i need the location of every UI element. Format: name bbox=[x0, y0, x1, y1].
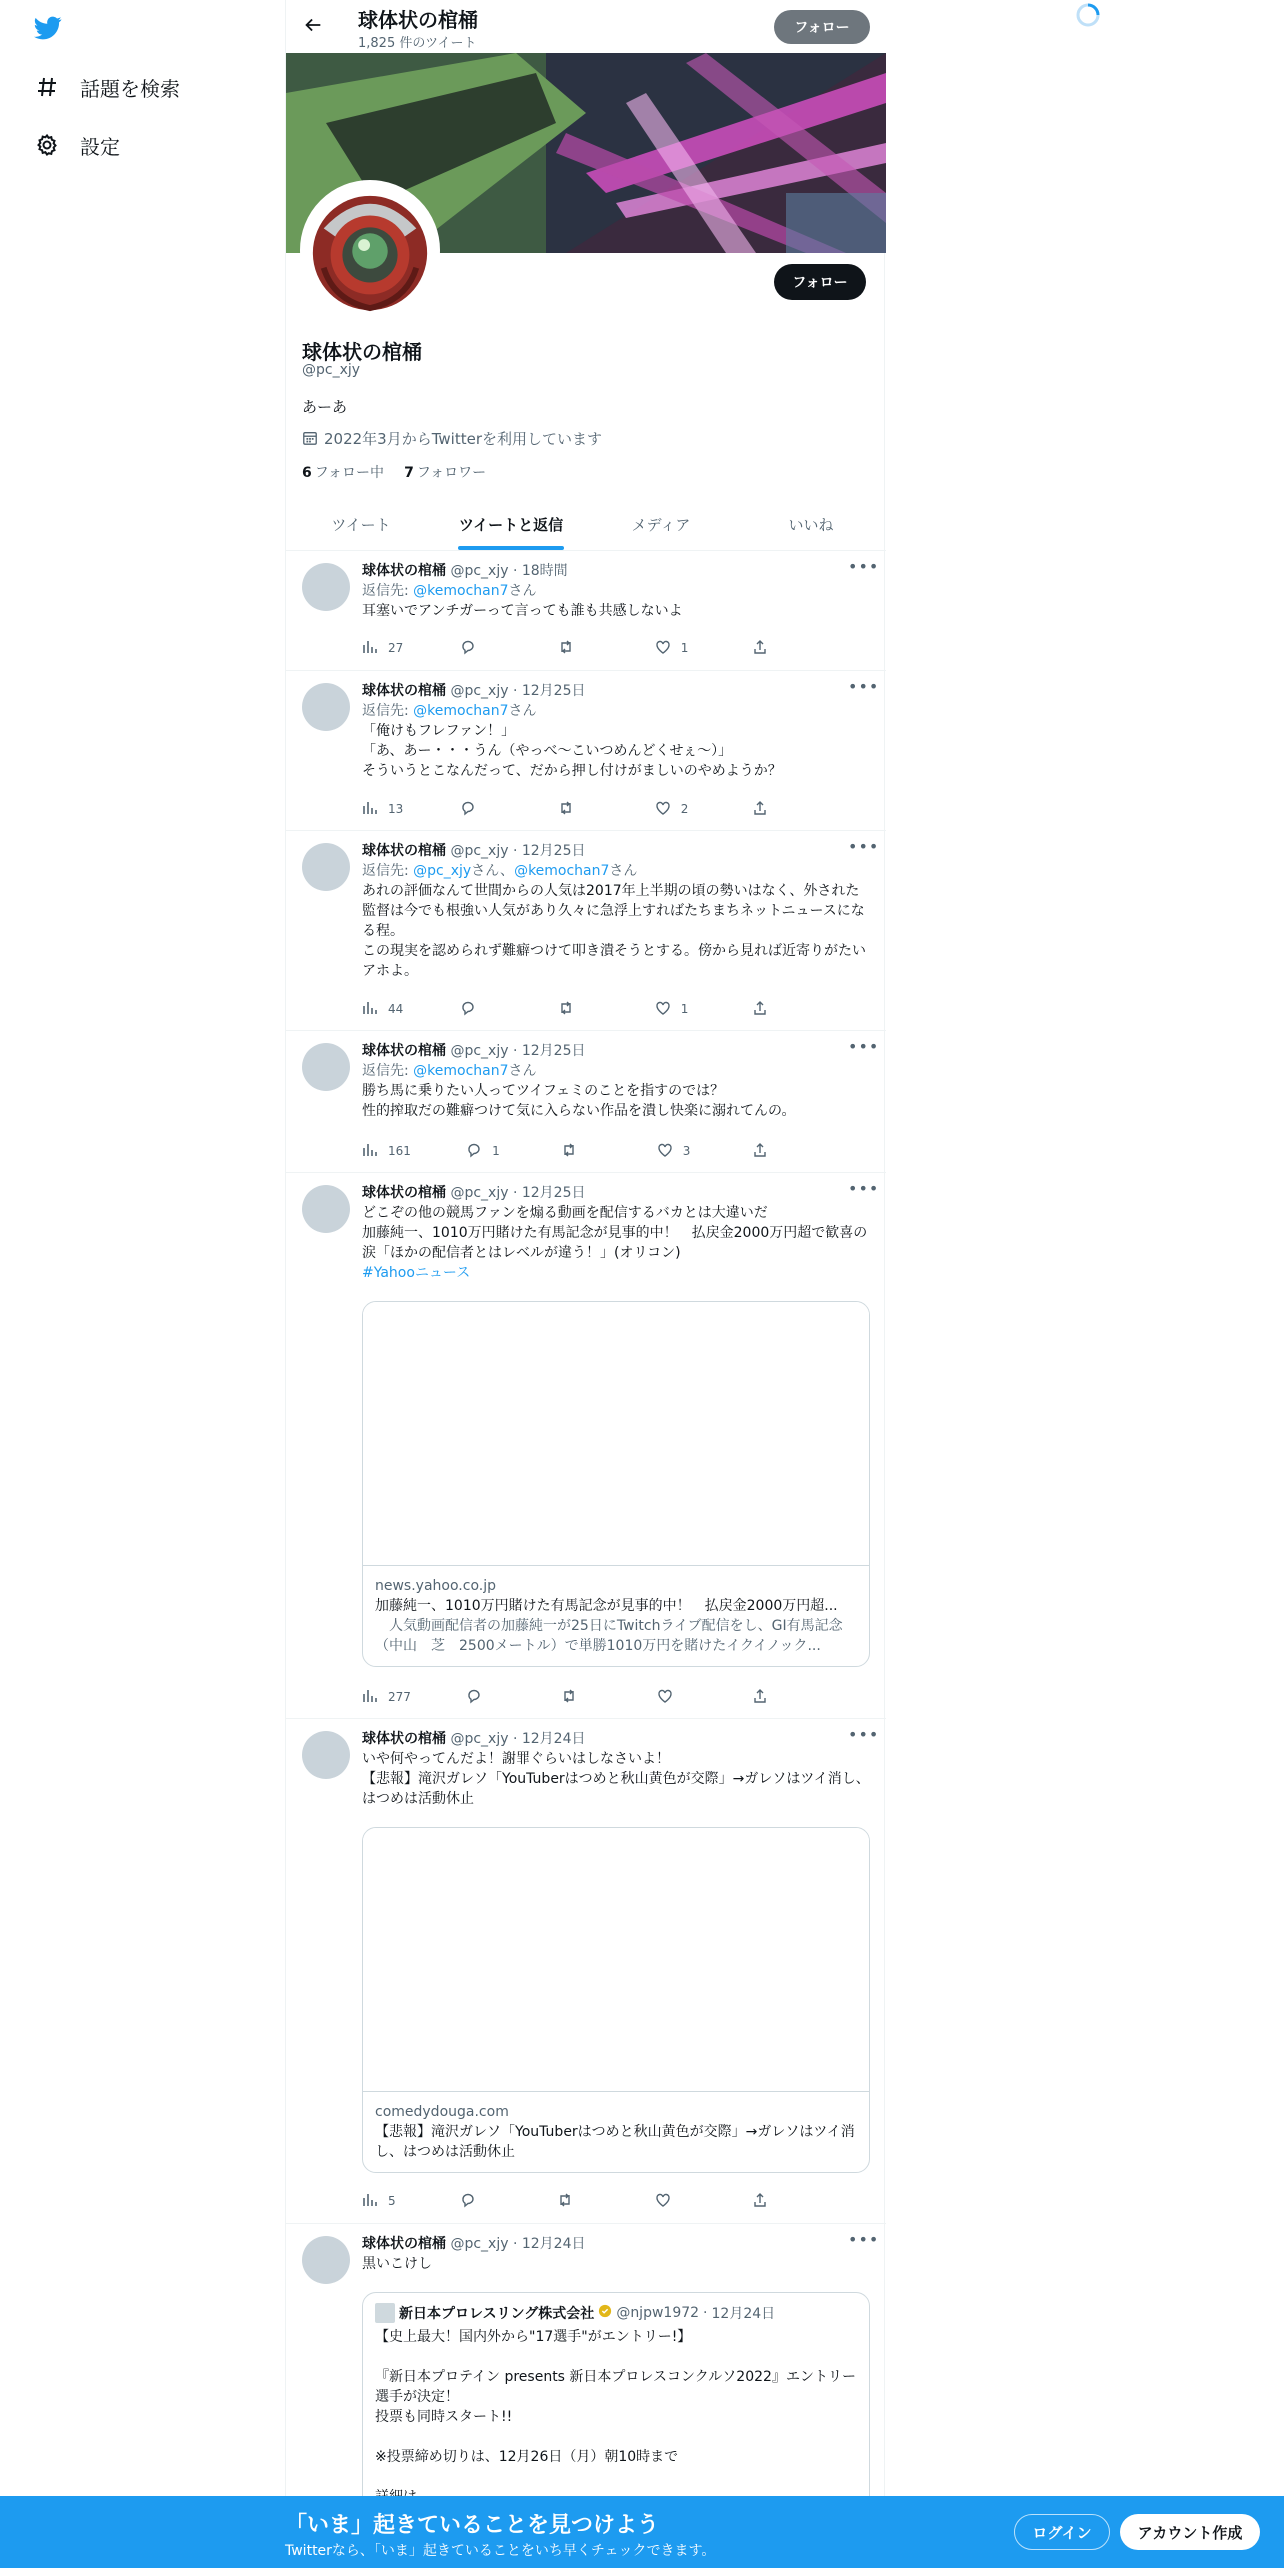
tweet-author-handle[interactable]: @pc_xjy bbox=[450, 1731, 509, 1747]
views-button[interactable] bbox=[362, 999, 403, 1019]
signup-banner-title: 「いま」起きていることを見つけよう bbox=[285, 2513, 660, 2538]
tab-media[interactable]: メディア bbox=[631, 515, 691, 534]
nav-explore-label: 話題を検索 bbox=[80, 76, 180, 101]
heart-icon bbox=[657, 1688, 673, 1707]
tweet-text: 耳塞いでアンチガーって言っても誰も共感しないよ bbox=[362, 603, 683, 619]
like-button[interactable] bbox=[657, 1687, 697, 1707]
tweet-actions bbox=[362, 1687, 792, 1707]
reply-icon bbox=[460, 800, 476, 819]
tab-tweets[interactable]: ツイート bbox=[331, 515, 391, 534]
tweet-header: 球体状の棺桶 @pc_xjy · 12月25日 bbox=[362, 1043, 586, 1059]
tweet-actions bbox=[362, 799, 792, 819]
retweet-button[interactable] bbox=[558, 799, 598, 819]
more-icon[interactable]: ••• bbox=[848, 837, 880, 856]
profile-joined bbox=[302, 428, 602, 449]
reply-context bbox=[362, 581, 870, 601]
like-count: 2 bbox=[680, 802, 689, 816]
tweet-time[interactable]: 12月24日 bbox=[521, 1731, 586, 1747]
tweet-author-name[interactable]: 球体状の棺桶 bbox=[362, 1731, 446, 1747]
reply-context bbox=[362, 1061, 870, 1081]
share-icon bbox=[752, 2192, 768, 2211]
tweet-author-handle[interactable]: @pc_xjy bbox=[450, 683, 509, 699]
tweet-avatar[interactable] bbox=[302, 563, 350, 611]
more-icon[interactable]: ••• bbox=[848, 1725, 880, 1744]
loading-spinner-icon bbox=[1075, 2, 1101, 28]
tweet[interactable] bbox=[286, 1031, 886, 1173]
tweet-author-handle[interactable]: @pc_xjy bbox=[450, 843, 509, 859]
views-icon bbox=[362, 1000, 378, 1019]
retweet-icon bbox=[561, 1688, 577, 1707]
tweet-header: 球体状の棺桶 @pc_xjy · 12月24日 bbox=[362, 2236, 586, 2252]
heart-icon bbox=[655, 1000, 671, 1019]
like-button[interactable] bbox=[655, 638, 695, 658]
retweet-icon bbox=[558, 639, 574, 658]
link-card-domain: news.yahoo.co.jp bbox=[375, 1578, 496, 1594]
views-count: 5 bbox=[388, 2194, 396, 2208]
reply-button[interactable] bbox=[460, 799, 500, 819]
reply-prefix: 返信先: bbox=[362, 1063, 414, 1079]
tweet-header: 球体状の棺桶 @pc_xjy · 12月25日 bbox=[362, 843, 586, 859]
reply-button[interactable] bbox=[466, 1687, 506, 1707]
retweet-button[interactable] bbox=[557, 2191, 597, 2211]
tweet-actions bbox=[362, 638, 792, 658]
calendar-icon bbox=[302, 430, 320, 448]
share-button[interactable] bbox=[752, 638, 792, 658]
views-button[interactable] bbox=[362, 799, 403, 819]
reply-count: 1 bbox=[492, 1144, 500, 1158]
profile-handle: @pc_xjy bbox=[302, 362, 361, 378]
heart-icon bbox=[655, 639, 671, 658]
profile-joined-text: 2022年3月からTwitterを利用しています bbox=[324, 430, 602, 448]
tweet-actions bbox=[362, 999, 792, 1019]
tweet-actions bbox=[362, 2191, 792, 2211]
views-count: 13 bbox=[388, 802, 404, 816]
reply-suffix: さん bbox=[508, 703, 537, 719]
like-count: 1 bbox=[680, 641, 689, 655]
following-label: フォロー中 bbox=[314, 465, 385, 481]
reply-context bbox=[362, 861, 870, 881]
tweet[interactable] bbox=[286, 831, 886, 1031]
retweet-button[interactable] bbox=[558, 999, 598, 1019]
gear-icon bbox=[34, 132, 60, 158]
views-count: 277 bbox=[388, 1690, 411, 1704]
like-count: 1 bbox=[680, 1002, 689, 1016]
reply-button[interactable] bbox=[460, 999, 500, 1019]
signup-banner-subtitle: Twitterなら、「いま」起きていることをいち早くチェックできます。 bbox=[285, 2543, 716, 2559]
header-title: 球体状の棺桶 bbox=[358, 8, 478, 32]
views-button[interactable] bbox=[362, 638, 403, 658]
views-icon bbox=[362, 800, 378, 819]
link-card-image bbox=[363, 1828, 869, 2092]
tweet-author-handle[interactable]: @pc_xjy bbox=[450, 1043, 509, 1059]
tweet[interactable] bbox=[286, 671, 886, 831]
heart-icon bbox=[655, 2192, 671, 2211]
profile-bio: あーあ bbox=[302, 398, 348, 416]
tweet-author-name[interactable]: 球体状の棺桶 bbox=[362, 1043, 446, 1059]
tweet-text: 「俺けもフレファン！」 「あ、あー・・・うん（やっべ～こいつめんどくせぇ～）」 そういうとこなんだって、だから押し付けがましいのやめようか？ bbox=[362, 723, 782, 779]
signup-button[interactable]: アカウント作成 bbox=[1120, 2514, 1260, 2550]
tweet-avatar[interactable] bbox=[302, 2236, 350, 2284]
reply-mention-link[interactable]: @kemochan7 bbox=[413, 1063, 509, 1079]
tweet-time[interactable]: 12月25日 bbox=[521, 1043, 586, 1059]
reply-suffix: さん bbox=[508, 583, 537, 599]
views-count: 27 bbox=[388, 641, 404, 655]
tweet-text: 黒いこけし bbox=[362, 2256, 432, 2272]
reply-icon bbox=[460, 639, 476, 658]
link-card[interactable] bbox=[362, 1827, 870, 2173]
nav-explore[interactable] bbox=[34, 67, 180, 107]
views-button[interactable] bbox=[362, 1687, 411, 1707]
quoted-tweet-header: 新日本プロレスリング株式会社 @njpw1972 · 12月24日 bbox=[375, 2303, 857, 2323]
more-icon[interactable]: ••• bbox=[848, 1179, 880, 1198]
reply-mention-link[interactable]: @pc_xjy bbox=[413, 863, 472, 879]
tweet-author-name[interactable]: 球体状の棺桶 bbox=[362, 843, 446, 859]
link-card-description: 人気動画配信者の加藤純一が25日にTwitchライブ配信をし、GI有馬記念（中山 芝 2500メートル）で単勝1010万円を賭けたイクイノック... bbox=[375, 1618, 843, 1654]
reply-mention-link[interactable]: @kemochan7 bbox=[413, 583, 509, 599]
tweet-author-handle[interactable]: @pc_xjy bbox=[450, 563, 509, 579]
back-arrow-icon[interactable] bbox=[302, 14, 326, 38]
reply-icon bbox=[466, 1142, 482, 1161]
profile-name: 球体状の棺桶 bbox=[302, 340, 422, 364]
verified-badge-icon bbox=[598, 2304, 612, 2322]
reply-button[interactable] bbox=[460, 2191, 500, 2211]
nav-settings[interactable] bbox=[34, 125, 120, 165]
tweet-time[interactable]: 12月25日 bbox=[521, 1185, 586, 1201]
tweet-avatar[interactable] bbox=[302, 843, 350, 891]
tweet-avatar[interactable] bbox=[302, 1185, 350, 1233]
views-icon bbox=[362, 1142, 378, 1161]
twitter-logo-icon[interactable] bbox=[32, 14, 64, 42]
tweet-text: 勝ち馬に乗りたい人ってツイフェミのことを指すのでは？ 性的搾取だの難癖つけて気に入らない作品を潰し快楽に溺れてんの。 bbox=[362, 1083, 796, 1119]
reply-suffix: さん bbox=[508, 1063, 537, 1079]
share-button[interactable] bbox=[752, 1687, 792, 1707]
profile-header-bar bbox=[286, 0, 886, 53]
reply-mention-link[interactable]: @kemochan7 bbox=[514, 863, 610, 879]
share-icon bbox=[752, 1688, 768, 1707]
views-button[interactable] bbox=[362, 2191, 402, 2211]
share-button[interactable] bbox=[752, 1141, 792, 1161]
header-tweet-count: 1,825 件のツイート bbox=[358, 36, 477, 51]
profile-stats bbox=[302, 462, 486, 482]
tweet-time[interactable]: 12月25日 bbox=[521, 683, 586, 699]
following-link[interactable] bbox=[302, 462, 384, 482]
retweet-icon bbox=[558, 800, 574, 819]
heart-icon bbox=[657, 1142, 673, 1161]
reply-prefix: 返信先: bbox=[362, 863, 414, 879]
tweet-actions bbox=[362, 1141, 792, 1161]
main-column bbox=[285, 0, 885, 2568]
share-icon bbox=[752, 800, 768, 819]
link-card[interactable] bbox=[362, 1301, 870, 1667]
reply-mid: さん、 bbox=[471, 863, 515, 879]
reply-icon bbox=[460, 2192, 476, 2211]
more-icon[interactable]: ••• bbox=[848, 677, 880, 696]
retweet-icon bbox=[557, 2192, 573, 2211]
quoted-time: 12月24日 bbox=[711, 2306, 776, 2322]
nav-settings-label: 設定 bbox=[80, 134, 120, 159]
views-icon bbox=[362, 639, 378, 658]
quoted-author-handle: @njpw1972 bbox=[616, 2305, 700, 2321]
share-button[interactable] bbox=[752, 999, 792, 1019]
signup-banner bbox=[0, 2496, 1284, 2568]
tweet-time[interactable]: 12月24日 bbox=[521, 2236, 586, 2252]
more-icon[interactable]: ••• bbox=[848, 2230, 880, 2249]
header-follow-button[interactable]: フォロー bbox=[774, 10, 870, 44]
heart-icon bbox=[655, 800, 671, 819]
retweet-icon bbox=[561, 1142, 577, 1161]
reply-prefix: 返信先: bbox=[362, 583, 414, 599]
tweet-author-name[interactable]: 球体状の棺桶 bbox=[362, 563, 446, 579]
reply-suffix: さん bbox=[609, 863, 638, 879]
tweet-avatar[interactable] bbox=[302, 1043, 350, 1091]
tweet-text: いや何やってんだよ！謝罪ぐらいはしなさいよ！ 【悲報】滝沢ガレソ「YouTuberはつめと秋山黄色が交際」→ガレソはツイ消し、はつめは活動休止 bbox=[362, 1751, 870, 1807]
login-button[interactable]: ログイン bbox=[1014, 2514, 1110, 2550]
like-button[interactable] bbox=[655, 999, 695, 1019]
retweet-button[interactable] bbox=[561, 1687, 601, 1707]
tweet-header: 球体状の棺桶 @pc_xjy · 12月24日 bbox=[362, 1731, 586, 1747]
views-icon bbox=[362, 2192, 378, 2211]
tweet-header: 球体状の棺桶 @pc_xjy · 18時間 bbox=[362, 563, 568, 579]
share-button[interactable] bbox=[752, 799, 792, 819]
share-icon bbox=[752, 1000, 768, 1019]
link-card-domain: comedydouga.com bbox=[375, 2104, 509, 2120]
link-card-title: 【悲報】滝沢ガレソ「YouTuberはつめと秋山黄色が交際」→ガレソはツイ消し、はつめは活動休止 bbox=[375, 2124, 855, 2160]
share-button[interactable] bbox=[752, 2191, 792, 2211]
tab-likes[interactable]: いいね bbox=[788, 515, 834, 534]
quoted-text: 【史上最大！国内外から"17選手"がエントリー!】 『新日本プロテイン presents 新日本プロレスコンクルソ2022』エントリー選手が決定！ 投票も同時スタート!! ※投票締め切りは、12月26日（月）朝10時まで bbox=[375, 2329, 856, 2465]
reply-icon bbox=[466, 1688, 482, 1707]
more-icon[interactable]: ••• bbox=[848, 557, 880, 576]
tweet-time[interactable]: 12月25日 bbox=[521, 843, 586, 859]
tweet-text: どこぞの他の競馬ファンを煽る動画を配信するバカとは大違いだ 加藤純一、1010万円賭けた有馬記念が見事的中！ 払戻金2000万円超で歓喜の涙「ほかの配信者とはレベルが違う！」(オリコン) bbox=[362, 1205, 868, 1261]
link-card-image bbox=[363, 1302, 869, 1566]
retweet-button[interactable] bbox=[558, 638, 598, 658]
profile-follow-button[interactable]: フォロー bbox=[774, 264, 866, 300]
like-button[interactable] bbox=[655, 2191, 695, 2211]
retweet-button[interactable] bbox=[561, 1141, 601, 1161]
like-button[interactable] bbox=[657, 1141, 697, 1161]
tweet-avatar[interactable] bbox=[302, 683, 350, 731]
reply-button[interactable] bbox=[466, 1141, 506, 1161]
like-count: 3 bbox=[682, 1144, 691, 1158]
quoted-avatar bbox=[375, 2303, 395, 2323]
tweet-author-name[interactable]: 球体状の棺桶 bbox=[362, 2236, 446, 2252]
tweet[interactable] bbox=[286, 1719, 886, 2224]
hashtag-icon bbox=[34, 74, 60, 100]
link-card-title: 加藤純一、1010万円賭けた有馬記念が見事的中！ 払戻金2000万円超... bbox=[375, 1598, 838, 1614]
quoted-author-name: 新日本プロレスリング株式会社 bbox=[399, 2306, 595, 2322]
tweet-header: 球体状の棺桶 @pc_xjy · 12月25日 bbox=[362, 1185, 586, 1201]
tweet[interactable] bbox=[286, 551, 886, 671]
reply-icon bbox=[460, 1000, 476, 1019]
tweet-text: あれの評価なんて世間からの人気は2017年上半期の頃の勢いはなく、外された監督は今でも根強い人気があり久々に急浮上すればたちまちネットニュースになる程。 この現実を認められず難癖つけて叩き潰そうとする。傍から見れば近寄りがたいアホよ。 bbox=[362, 883, 866, 979]
tweet-time[interactable]: 18時間 bbox=[521, 563, 568, 579]
views-count: 44 bbox=[388, 1002, 404, 1016]
quoted-tweet[interactable] bbox=[362, 2292, 870, 2518]
tweet[interactable] bbox=[286, 1173, 886, 1719]
followers-count: 7 bbox=[404, 465, 414, 481]
reply-context bbox=[362, 701, 870, 721]
share-icon bbox=[752, 1142, 768, 1161]
tweet-avatar[interactable] bbox=[302, 1731, 350, 1779]
tweet-author-handle[interactable]: @pc_xjy bbox=[450, 2236, 509, 2252]
following-count: 6 bbox=[302, 465, 312, 481]
reply-mention-link[interactable]: @kemochan7 bbox=[413, 703, 509, 719]
like-button[interactable] bbox=[655, 799, 695, 819]
tweet-header: 球体状の棺桶 @pc_xjy · 12月25日 bbox=[362, 683, 586, 699]
tab-tweets-and-replies[interactable]: ツイートと返信 bbox=[436, 498, 586, 550]
tweet-author-handle[interactable]: @pc_xjy bbox=[450, 1185, 509, 1201]
profile-tabs bbox=[286, 498, 886, 551]
share-icon bbox=[752, 639, 768, 658]
followers-label: フォロワー bbox=[416, 465, 487, 481]
views-count: 161 bbox=[388, 1144, 411, 1158]
followers-link[interactable] bbox=[404, 462, 486, 482]
views-button[interactable] bbox=[362, 1141, 411, 1161]
reply-prefix: 返信先: bbox=[362, 703, 414, 719]
profile-avatar[interactable] bbox=[300, 180, 440, 320]
reply-button[interactable] bbox=[460, 638, 500, 658]
more-icon[interactable]: ••• bbox=[848, 1037, 880, 1056]
views-icon bbox=[362, 1688, 378, 1707]
retweet-icon bbox=[558, 1000, 574, 1019]
hashtag-link[interactable]: #Yahooニュース bbox=[362, 1265, 471, 1281]
tweet-author-name[interactable]: 球体状の棺桶 bbox=[362, 1185, 446, 1201]
tweet-author-name[interactable]: 球体状の棺桶 bbox=[362, 683, 446, 699]
